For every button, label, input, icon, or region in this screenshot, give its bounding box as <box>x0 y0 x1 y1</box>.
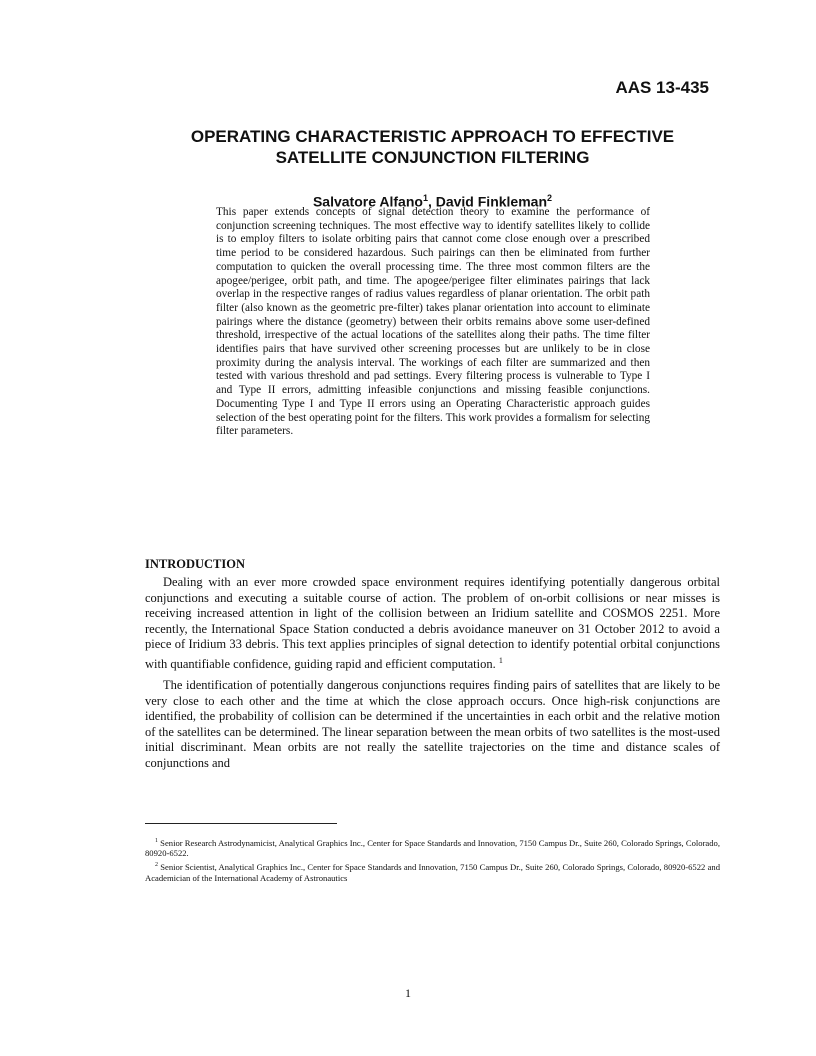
reference-mark: 1 <box>498 655 503 665</box>
paper-title <box>145 126 720 168</box>
author-footnote-mark: 2 <box>547 193 553 203</box>
footnote-text: Senior Scientist, Analytical Graphics Inc., Center for Space Standards and Innovation, 7150 Campus Dr., Suite 260, Colorado Springs, Colorado, 80920-6522 and Academician of the International Academy of Astronautics <box>145 861 720 883</box>
section-heading-introduction: INTRODUCTION <box>145 557 246 571</box>
footnote-divider <box>145 823 337 824</box>
footnote-mark: 1 <box>155 838 158 844</box>
title-line-2: SATELLITE CONJUNCTION FILTERING <box>275 148 590 167</box>
page-number: 1 <box>405 986 411 1000</box>
abstract: This paper extends concepts of signal detection theory to examine the performance of conjunction screening techniques. The most effective way to identify satellites likely to collide is to employ filters to isolate orbiting pairs that cannot come close enough over a prescribed time period to be considered hazardous. Such pairings can then be eliminated from further computation to quicken the overall processing time. The three most common filters are the apogee/perigee, orbit path, and time. The apogee/perigee filter eliminates pairings that lack overlap in the respective ranges of radius values regardless of planar orientation. The orbit path filter (also known as the geometric pre-filter) takes planar orientation into account to eliminate pairings where the distance (geometry) between their orbits remains above some user-defined threshold, irrespective of the actual locations of the satellites along their paths. The time filter identifies pairs that have survived other screening processes but are unlikely to be in close proximity during the analysis interval. The workings of each filter are summarized and then tested with various threshold and pad settings. Every filtering process is vulnerable to Type I and Type II errors, admitting infeasible conjunctions and missing feasible conjunctions. Documenting Type I and Type II errors using an Operating Characteristic approach guides selection of the best operating point for the filters. This work provides a formalism for selecting filter parameters. <box>216 206 650 438</box>
footnote-mark: 2 <box>155 862 158 869</box>
author-separator: , <box>427 193 436 210</box>
author-footnote-mark: 1 <box>422 193 428 203</box>
body-paragraph <box>145 575 720 672</box>
body-paragraph: The identification of potentially dangerous conjunctions requires finding pairs of satellites that are likely to be very close to each other and the time at which the close approach occurs. Once high-risk conjunctions are identified, the probability of collision can be determined if the uncertainties in each orbit and the relative motion of the satellites can be determined. The linear separation between the mean orbits of two satellites is the most-used initial discriminant. Mean orbits are not really the satellite trajectories on the time and distance scales of conjunctions and <box>145 678 720 770</box>
introduction-body <box>145 575 720 777</box>
footnotes <box>145 836 720 884</box>
footnote <box>145 836 720 859</box>
paper-number: AAS 13-435 <box>615 78 709 97</box>
footnote <box>145 860 720 883</box>
author-name: Salvatore Alfano <box>312 193 423 210</box>
paragraph-text: Dealing with an ever more crowded space environment requires identifying potentially dangerous orbital conjunctions and executing a suitable course of action. The problem of on-orbit collisions or near misses is receiving increased attention in light of the collision between an Iridium satellite and COSMOS 2251. More recently, the International Space Station conducted a debris avoidance maneuver on 31 October 2012 to avoid a piece of Iridium 33 debris. This text applies principles of signal detection to identify potential orbital conjunctions with quantifiable confidence, guiding rapid and efficient computation. <box>145 575 720 671</box>
title-line-1: OPERATING CHARACTERISTIC APPROACH TO EFFECTIVE <box>190 127 675 146</box>
author-name: David Finkleman <box>435 193 547 210</box>
footnote-text: Senior Research Astrodynamicist, Analytical Graphics Inc., Center for Space Standards and Innovation, 7150 Campus Dr., Suite 260, Colorado Springs, Colorado, 80920-6522. <box>145 837 720 859</box>
